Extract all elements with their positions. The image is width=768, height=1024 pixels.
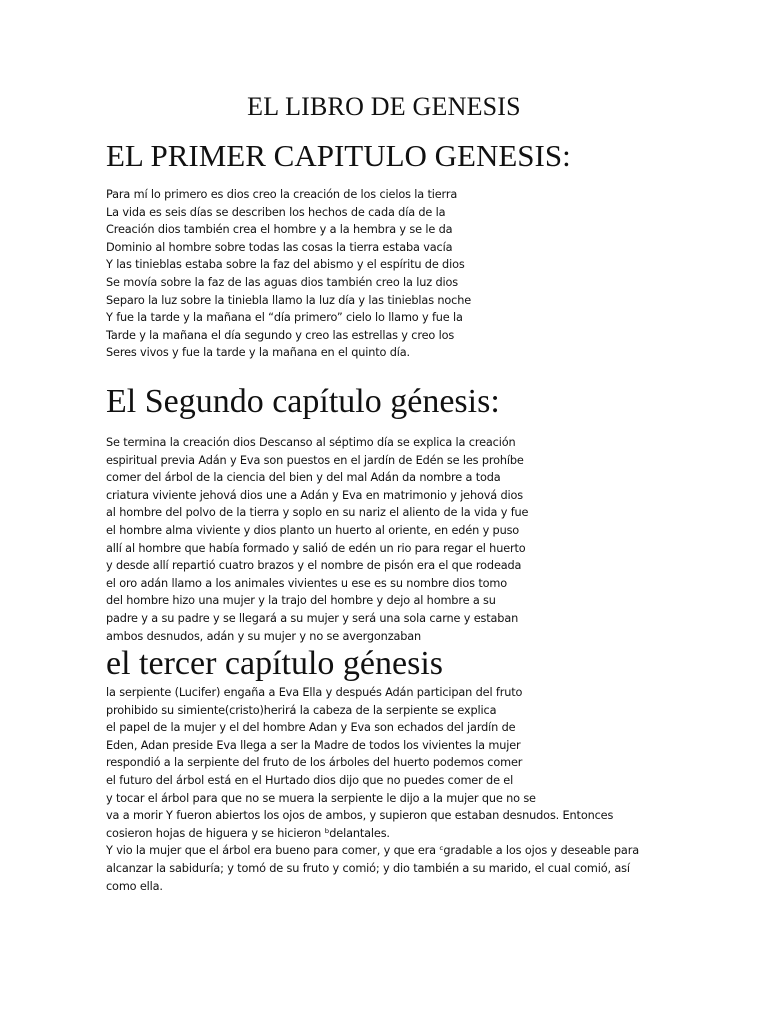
text-line: comer del árbol de la ciencia del bien y del mal Adán da nombre a toda [106,471,501,485]
text-line: respondió a la serpiente del fruto de los árboles del huerto podemos comer [106,756,523,770]
text-line: Dominio al hombre sobre todas las cosas la tierra estaba vacía [106,240,453,254]
text-line: Se movía sobre la faz de las aguas dios también creo la luz dios [106,275,458,289]
text-line: como ella. [106,879,163,893]
text-line: el oro adán llamo a los animales vivientes u ese es su nombre dios tomo [106,576,508,590]
chapter-1-text [106,186,471,362]
text-line: Y fue la tarde y la mañana el “día primero” cielo lo llamo y fue la [106,311,463,325]
text-line: La vida es seis días se describen los hechos de cada día de la [106,205,446,219]
text-line: va a morir Y fueron abiertos los ojos de ambos, y supieron que estaban desnudos. Entonces [106,809,614,823]
text-line: Y vio la mujer que el árbol era bueno para comer, y que era ᶜgradable a los ojos y deseable para [106,844,639,858]
chapter-3-text [106,684,639,895]
text-line: Y las tinieblas estaba sobre la faz del abismo y el espíritu de dios [106,258,465,272]
text-line: Separo la luz sobre la tiniebla llamo la luz día y las tinieblas noche [106,293,472,307]
text-line: espiritual previa Adán y Eva son puestos en el jardín de Edén se les prohíbe [106,453,524,467]
text-line: el hombre alma viviente y dios planto un huerto al oriente, en edén y puso [106,523,520,537]
text-line: Creación dios también crea el hombre y a la hembra y se le da [106,223,453,237]
text-line: Para mí lo primero es dios creo la creación de los cielos la tierra [106,188,458,201]
chapter-1-heading: EL PRIMER CAPITULO GENESIS: [106,138,571,173]
text-line: Tarde y la mañana el día segundo y creo las estrellas y creo los [106,328,455,342]
chapter-2-heading: El Segundo capítulo génesis: [106,383,500,420]
text-line: al hombre del polvo de la tierra y soplo en su nariz el aliento de la vida y fue [106,506,529,520]
text-line: Eden, Adan preside Eva llega a ser la Madre de todos los vivientes la mujer [106,738,521,752]
text-line: criatura viviente jehová dios une a Adán y Eva en matrimonio y jehová dios [106,488,524,502]
text-line: la serpiente (Lucifer) engaña a Eva Ella y después Adán participan del fruto [106,686,523,699]
text-line: padre y a su padre y se llegará a su mujer y será una sola carne y estaban [106,611,519,625]
text-line: prohibido su simiente(cristo)herirá la cabeza de la serpiente se explica [106,703,497,717]
text-line: del hombre hizo una mujer y la trajo del hombre y dejo al hombre a su [106,594,496,608]
text-line: el papel de la mujer y el del hombre Adan y Eva son echados del jardín de [106,721,516,735]
chapter-2-text [106,434,528,645]
text-line: Seres vivos y fue la tarde y la mañana en el quinto día. [106,346,410,360]
text-line: y desde allí repartió cuatro brazos y el nombre de pisón era el que rodeada [106,559,522,573]
chapter-3-heading: el tercer capítulo génesis [106,645,444,682]
text-line: alcanzar la sabiduría; y tomó de su fruto y comió; y dio también a su marido, el cual comió, así [106,861,630,875]
text-line: allí al hombre que había formado y salió de edén un rio para regar el huerto [106,541,526,555]
text-line: y tocar el árbol para que no se muera la serpiente le dijo a la mujer que no se [106,791,536,805]
text-line: Se termina la creación dios Descanso al séptimo día se explica la creación [106,436,516,449]
document-title: EL LIBRO DE GENESIS [247,92,521,121]
text-line: cosieron hojas de higuera y se hicieron ᵇdelantales. [106,826,390,840]
text-line: el futuro del árbol está en el Hurtado dios dijo que no puedes comer de el [106,773,514,787]
text-line: ambos desnudos, adán y su mujer y no se avergonzaban [106,629,422,643]
